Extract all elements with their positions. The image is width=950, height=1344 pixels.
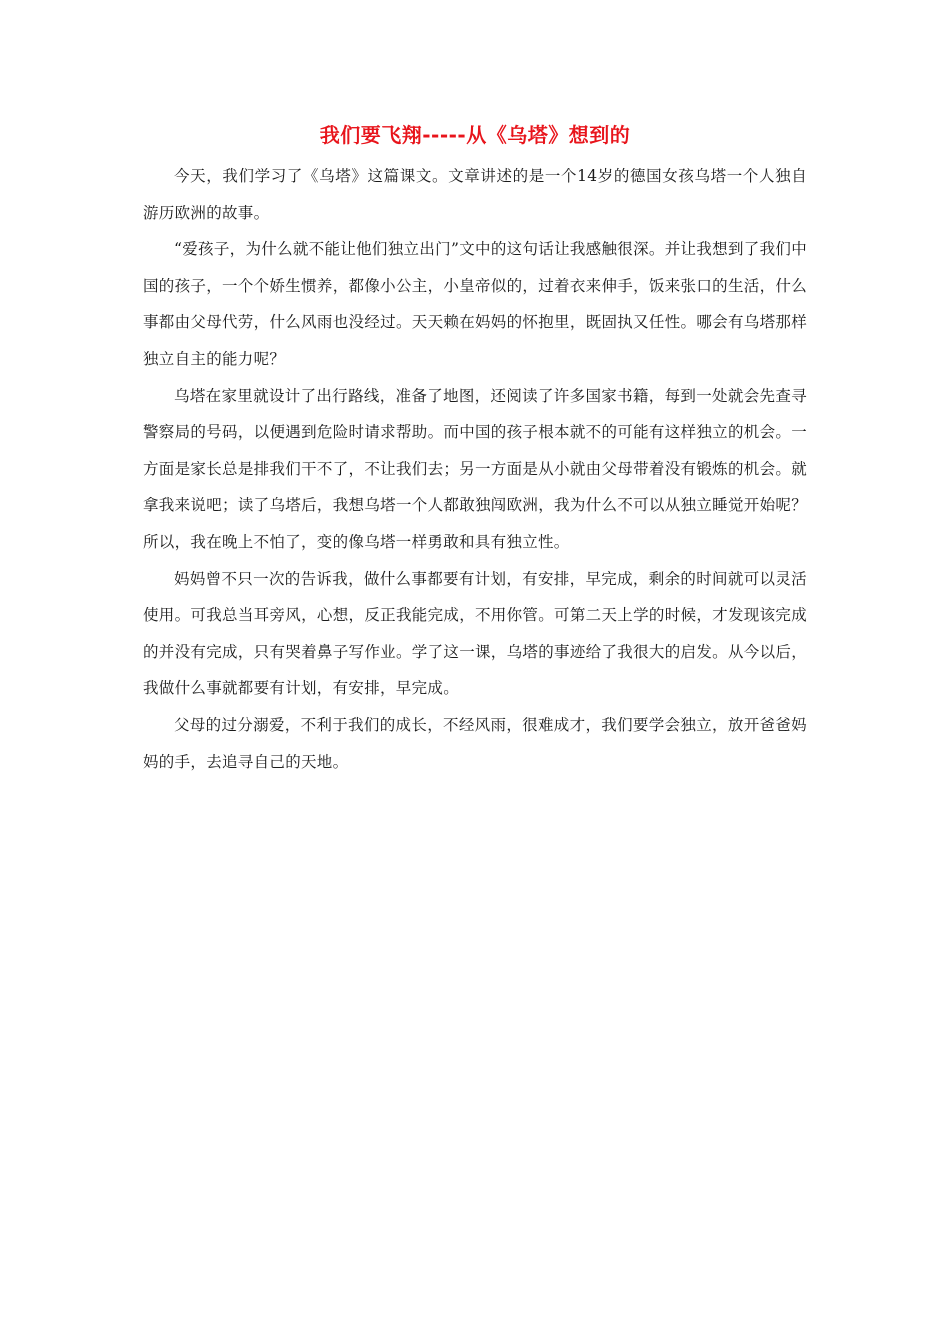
document-title: 我们要飞翔-----从《乌塔》想到的 [319, 123, 631, 147]
paragraph-4: 妈妈曾不只一次的告诉我，做什么事都要有计划，有安排，早完成，剩余的时间就可以灵活使用。可我总当耳旁风，心想，反正我能完成，不用你管。可第二天上学的时候，才发现该完成的并没有完成，只有哭着鼻子写作业。学了这一课，乌塔的事迹给了我很大的启发。从今以后，我做什么事就都要有计划，有安排，早完成。 [143, 569, 807, 698]
paragraph-1: 今天，我们学习了《乌塔》这篇课文。文章讲述的是一个14岁的德国女孩乌塔一个人独自游历欧洲的故事。 [143, 167, 807, 222]
paragraph-5: 父母的过分溺爱，不利于我们的成长，不经风雨，很难成才，我们要学会独立，放开爸爸妈妈的手，去追寻自己的天地。 [143, 715, 807, 771]
paragraph-3: 乌塔在家里就设计了出行路线，准备了地图，还阅读了许多国家书籍，每到一处就会先查寻警察局的号码，以便遇到危险时请求帮助。而中国的孩子根本就不的可能有这样独立的机会。一方面是家长总是排我们干不了，不让我们去；另一方面是从小就由父母带着没有锻炼的机会。就拿我来说吧；读了乌塔后，我想乌塔一个人都敢独闯欧洲，我为什么不可以从独立睡觉开始呢？所以，我在晚上不怕了，变的像乌塔一样勇敢和具有独立性。 [143, 386, 807, 551]
document-page [143, 118, 807, 780]
paragraph-2: “爱孩子，为什么就不能让他们独立出门”文中的这句话让我感触很深。并让我想到了我们中国的孩子，一个个娇生惯养，都像小公主，小皇帝似的，过着衣来伸手，饭来张口的生活，什么事都由父母代劳，什么风雨也没经过。天天赖在妈妈的怀抱里，既固执又任性。哪会有乌塔那样独立自主的能力呢？ [143, 240, 807, 368]
